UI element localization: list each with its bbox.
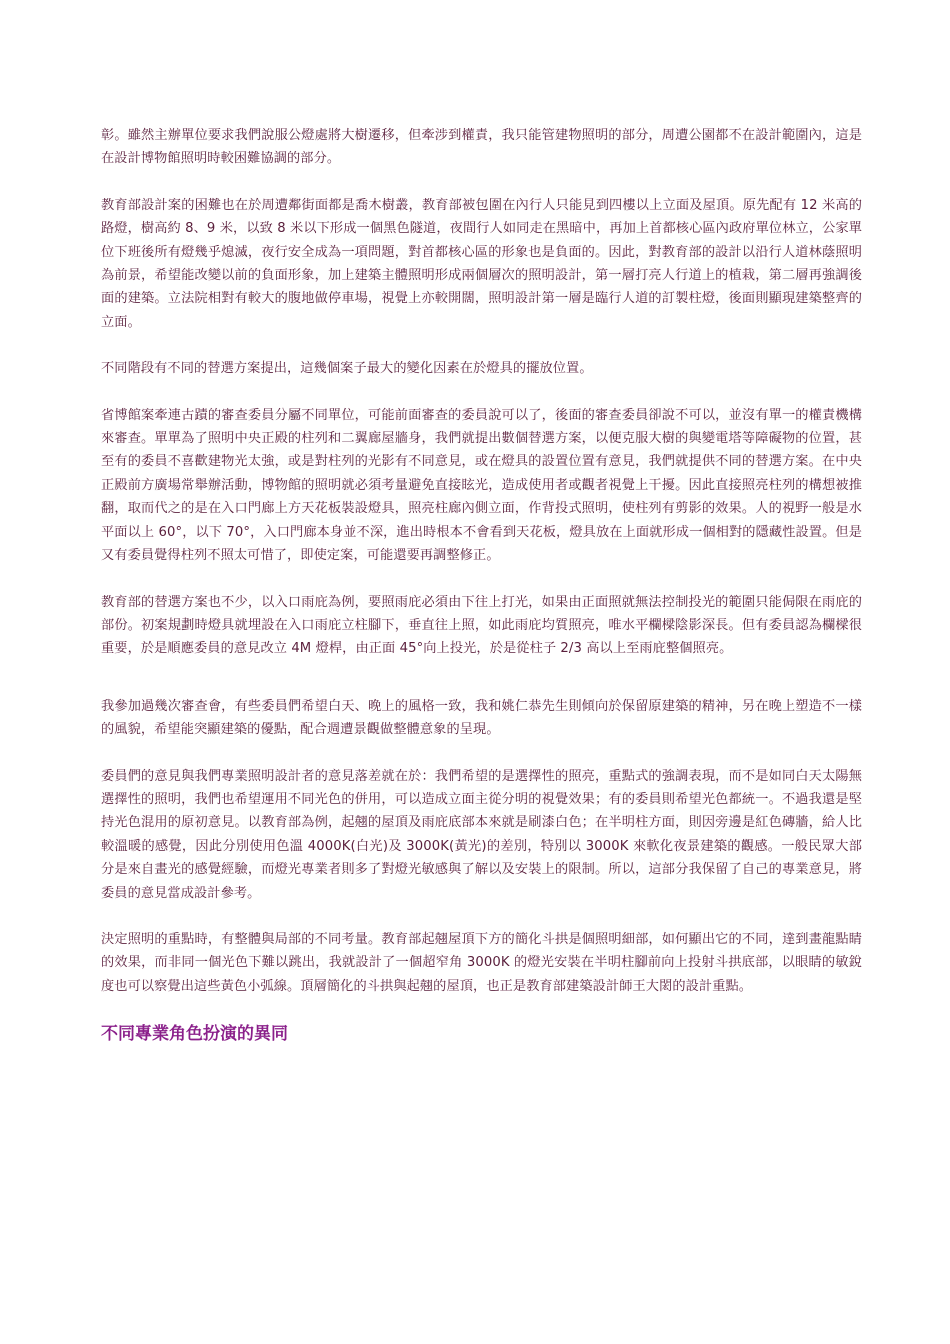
paragraph-1: 彰。雖然主辦單位要求我們說服公燈處將大樹遷移，但牽涉到權責，我只能管建物照明的部分，周遭公園都不在設計範圍內，這是在設計博物館照明時較困難協調的部分。 [101, 128, 862, 167]
paragraph-3: 不同階段有不同的替選方案提出，這幾個案子最大的變化因素在於燈具的擺放位置。 [101, 361, 593, 377]
paragraph-5: 教育部的替選方案也不少，以入口雨庇為例，要照雨庇必須由下往上打光，如果由正面照就無法控制投光的範圍只能侷限在雨庇的部份。初案規劃時燈具就埋設在入口雨庇立柱腳下，垂直往上照，如此雨庇均質照亮，唯水平欄樑陰影深長。但有委員認為欄樑很重要，於是順應委員的意見改立 4M 燈桿，由正面 45°向上投光，於是從柱子 2/3 高以上至雨庇整個照亮。 [101, 594, 862, 657]
paragraph-7: 委員們的意見與我們專業照明設計者的意見落差就在於：我們希望的是選擇性的照亮，重點式的強調表現，而不是如同白天太陽無選擇性的照明，我們也希望運用不同光色的併用，可以造成立面主從分明的視覺效果；有的委員則希望光色都統一。不過我還是堅持光色混用的原初意見。以教育部為例，起翹的屋頂及雨庇底部本來就是刷漆白色；在半明柱方面，則因旁邊是紅色磚牆，給人比較溫暖的感覺，因此分別使用色溫 4000K(白光)及 3000K(黃光)的差別，特別以 3000K 來軟化夜景建築的觀感。一般民眾大部分是來自畫光的感覺經驗，而燈光專業者則多了對燈光敏感與了解以及安裝上的限制。所以，這部分我保留了自己的專業意見，將委員的意見當成設計參考。 [101, 768, 862, 901]
paragraph-2: 教育部設計案的困難也在於周遭鄰街面都是喬木樹叢，教育部被包圍在內行人只能見到四樓以上立面及屋頂。原先配有 12 米高的路燈，樹高約 8、9 米，以致 8 米以下形成一個黑色隧道，夜間行人如同走在黑暗中，再加上首都核心區內政府單位林立，公家單位下班後所有燈幾乎熄滅，夜行安全成為一項問題，對首都核心區的形象也是負面的。因此，對教育部的設計以沿行人道林蔭照明為前景，希望能改變以前的負面形象，加上建築主體照明形成兩個層次的照明設計，第一層打亮人行道上的植栽，第二層再強調後面的建築。立法院相對有較大的腹地做停車場，視覺上亦較開闊，照明設計第一層是臨行人道的訂製柱燈，後面則顯現建築整齊的立面。 [101, 197, 862, 330]
paragraph-8: 決定照明的重點時，有整體與局部的不同考量。教育部起翹屋頂下方的簡化斗拱是個照明細部，如何顯出它的不同，達到畫龍點睛的效果，而非同一個光色下難以跳出，我就設計了一個超窄角 3000K 的燈光安裝在半明柱腳前向上投射斗拱底部，以眼睛的敏銳度也可以察覺出這些黃色小弧線。頂層簡化的斗拱與起翹的屋頂，也正是教育部建築設計師王大閎的設計重點。 [101, 931, 862, 994]
section-heading: 不同專業角色扮演的異同 [101, 1024, 288, 1045]
paragraph-4: 省博館案牽連古蹟的審查委員分屬不同單位，可能前面審查的委員說可以了，後面的審查委員卻說不可以，並沒有單一的權責機構來審查。單單為了照明中央正殿的柱列和二翼廊屋牆身，我們就提出數個替選方案，以便克服大樹的與變電塔等障礙物的位置，甚至有的委員不喜歡建物光太強，或是對柱列的光影有不同意見，或在燈具的設置位置有意見，我們就提供不同的替選方案。在中央正殿前方廣場常舉辦活動，博物館的照明就必須考量避免直接眩光，造成使用者或觀者視覺上干擾。因此直接照亮柱列的構想被推翻，取而代之的是在入口門廊上方天花板裝設燈具，照亮柱廊內側立面，作背投式照明，使柱列有剪影的效果。人的視野一般是水平面以上 60°，以下 70°，入口門廊本身並不深，進出時根本不會看到天花板，燈具放在上面就形成一個相對的隱藏性設置。但是又有委員覺得柱列不照太可惜了，即使定案，可能還要再調整修正。 [101, 407, 862, 564]
paragraph-6: 我參加過幾次審查會，有些委員們希望白天、晚上的風格一致，我和姚仁恭先生則傾向於保留原建築的精神，另在晚上塑造不一樣的風貌，希望能突顯建築的優點，配合週遭景觀做整體意象的呈現。 [101, 698, 862, 738]
